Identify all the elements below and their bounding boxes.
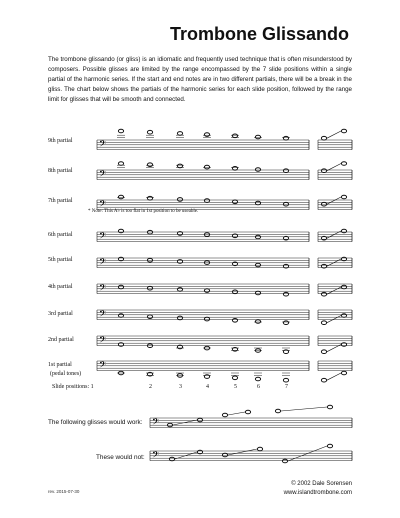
whole-note	[177, 132, 182, 136]
whole-note	[118, 285, 123, 289]
bass-clef-icon: 𝄢	[99, 198, 107, 212]
whole-note	[232, 167, 237, 171]
slide-position-number: 2	[149, 384, 152, 390]
whole-note	[177, 316, 182, 320]
gliss-line	[327, 287, 341, 294]
gliss-end-note	[341, 371, 346, 375]
whole-note	[283, 378, 288, 382]
whole-note	[204, 199, 209, 203]
whole-note	[147, 286, 152, 290]
whole-note	[255, 135, 260, 139]
whole-note	[255, 320, 260, 324]
gliss-end-note	[257, 447, 262, 451]
whole-note	[118, 314, 123, 318]
gliss-start-note	[222, 453, 227, 457]
gliss-line	[327, 131, 341, 138]
slide-position-number: 7	[285, 384, 288, 390]
whole-note	[177, 164, 182, 168]
whole-note	[204, 289, 209, 293]
gliss-end-note	[341, 314, 346, 318]
gliss-start-note	[321, 321, 326, 325]
partial-label: 6th partial	[48, 232, 73, 238]
gliss-line	[327, 164, 341, 171]
whole-note	[118, 162, 123, 166]
bass-clef-icon: 𝄢	[99, 308, 107, 322]
copyright-line: © 2002 Dale Sorensen	[291, 481, 352, 487]
slide-position-number: 6	[257, 384, 260, 390]
whole-note	[118, 195, 123, 199]
gliss-start-note	[321, 378, 326, 382]
partial-label: 4th partial	[48, 284, 73, 290]
working-glisses-label: The following glisses would work:	[48, 419, 143, 426]
gliss-line	[327, 373, 341, 380]
gliss-start-note	[321, 169, 326, 173]
gliss-end-note	[341, 129, 346, 133]
gliss-line	[173, 420, 197, 425]
whole-note	[204, 133, 209, 137]
bass-clef-icon: 𝄢	[152, 416, 160, 430]
gliss-start-note	[275, 409, 280, 413]
whole-note	[255, 291, 260, 295]
bass-clef-icon: 𝄢	[99, 256, 107, 270]
whole-note	[283, 169, 288, 173]
whole-note	[147, 163, 152, 167]
partial-label: 8th partial	[48, 168, 73, 174]
whole-note	[204, 317, 209, 321]
bass-clef-icon: 𝄢	[99, 138, 107, 152]
gliss-line	[327, 197, 341, 204]
whole-note	[232, 376, 237, 380]
gliss-start-note	[321, 292, 326, 296]
gliss-end-note	[327, 405, 332, 409]
whole-note	[232, 290, 237, 294]
gliss-end-note	[341, 162, 346, 166]
whole-note	[177, 288, 182, 292]
partial-label: 5th partial	[48, 257, 73, 263]
gliss-end-note	[341, 285, 346, 289]
gliss-line	[228, 449, 257, 455]
slide-position-number: 3	[179, 384, 182, 390]
whole-note	[147, 315, 152, 319]
slide-position-number: 5	[234, 384, 237, 390]
whole-note	[283, 136, 288, 140]
whole-note	[283, 321, 288, 325]
gliss-end-note	[341, 229, 346, 233]
whole-note	[232, 134, 237, 138]
whole-note	[232, 319, 237, 323]
bass-clef-icon: 𝄢	[99, 282, 107, 296]
bass-clef-icon: 𝄢	[99, 230, 107, 244]
partial-label: 9th partial	[48, 138, 73, 144]
intro-paragraph: The trombone glissando (or gliss) is an idiomatic and frequently used technique that is often misunderstood by composers. Possible glisses are limited by the range encompassed by the 7 slide positions within a single partial of the harmonic series. If the start and end notes are in two different partials, there will be a break in the gliss. The chart below shows the partials of the harmonic series for each slide position, followed by the range limit for glisses that will be smooth and connected.	[48, 56, 352, 103]
footnote: * Note: This A♭ is too flat in 1st position to be useable.	[88, 209, 199, 214]
gliss-end-note	[327, 444, 332, 448]
bass-clef-icon: 𝄢	[152, 449, 160, 463]
partial-label: 1st partial	[48, 362, 72, 368]
gliss-start-note	[169, 457, 174, 461]
whole-note	[147, 196, 152, 200]
bass-clef-icon: 𝄢	[99, 359, 107, 373]
gliss-line	[281, 407, 327, 411]
pedal-tones-label: (pedal tones)	[50, 371, 82, 377]
bass-clef-icon: 𝄢	[99, 168, 107, 182]
gliss-line	[327, 316, 341, 323]
slide-positions-label: Slide positions: 1	[52, 384, 94, 390]
slide-position-number: 4	[206, 384, 209, 390]
gliss-end-note	[197, 418, 202, 422]
whole-note	[177, 198, 182, 202]
whole-note	[283, 202, 288, 206]
partial-label: 3rd partial	[48, 311, 73, 317]
gliss-start-note	[321, 136, 326, 140]
whole-note	[147, 130, 152, 134]
gliss-end-note	[341, 195, 346, 199]
gliss-start-note	[282, 459, 287, 463]
whole-note	[204, 165, 209, 169]
whole-note	[232, 200, 237, 204]
gliss-start-note	[321, 350, 326, 354]
website-line: www.islandtrombone.com	[283, 490, 352, 496]
partial-label: 7th partial	[48, 198, 73, 204]
gliss-start-note	[222, 413, 227, 417]
non-working-glisses-label: These would not:	[96, 454, 145, 461]
page-title: Trombone Glissando	[169, 24, 349, 44]
whole-note	[118, 129, 123, 133]
bass-clef-icon: 𝄢	[99, 334, 107, 348]
whole-note	[255, 201, 260, 205]
gliss-start-note	[321, 202, 326, 206]
revision-date: rev. 2015-07-30	[48, 489, 80, 494]
gliss-end-note	[245, 410, 250, 414]
whole-note	[255, 377, 260, 381]
staves-group	[97, 129, 352, 463]
gliss-line	[228, 412, 245, 415]
whole-note	[283, 292, 288, 296]
whole-note	[118, 229, 123, 233]
partial-label: 2nd partial	[48, 337, 74, 343]
whole-note	[255, 168, 260, 172]
